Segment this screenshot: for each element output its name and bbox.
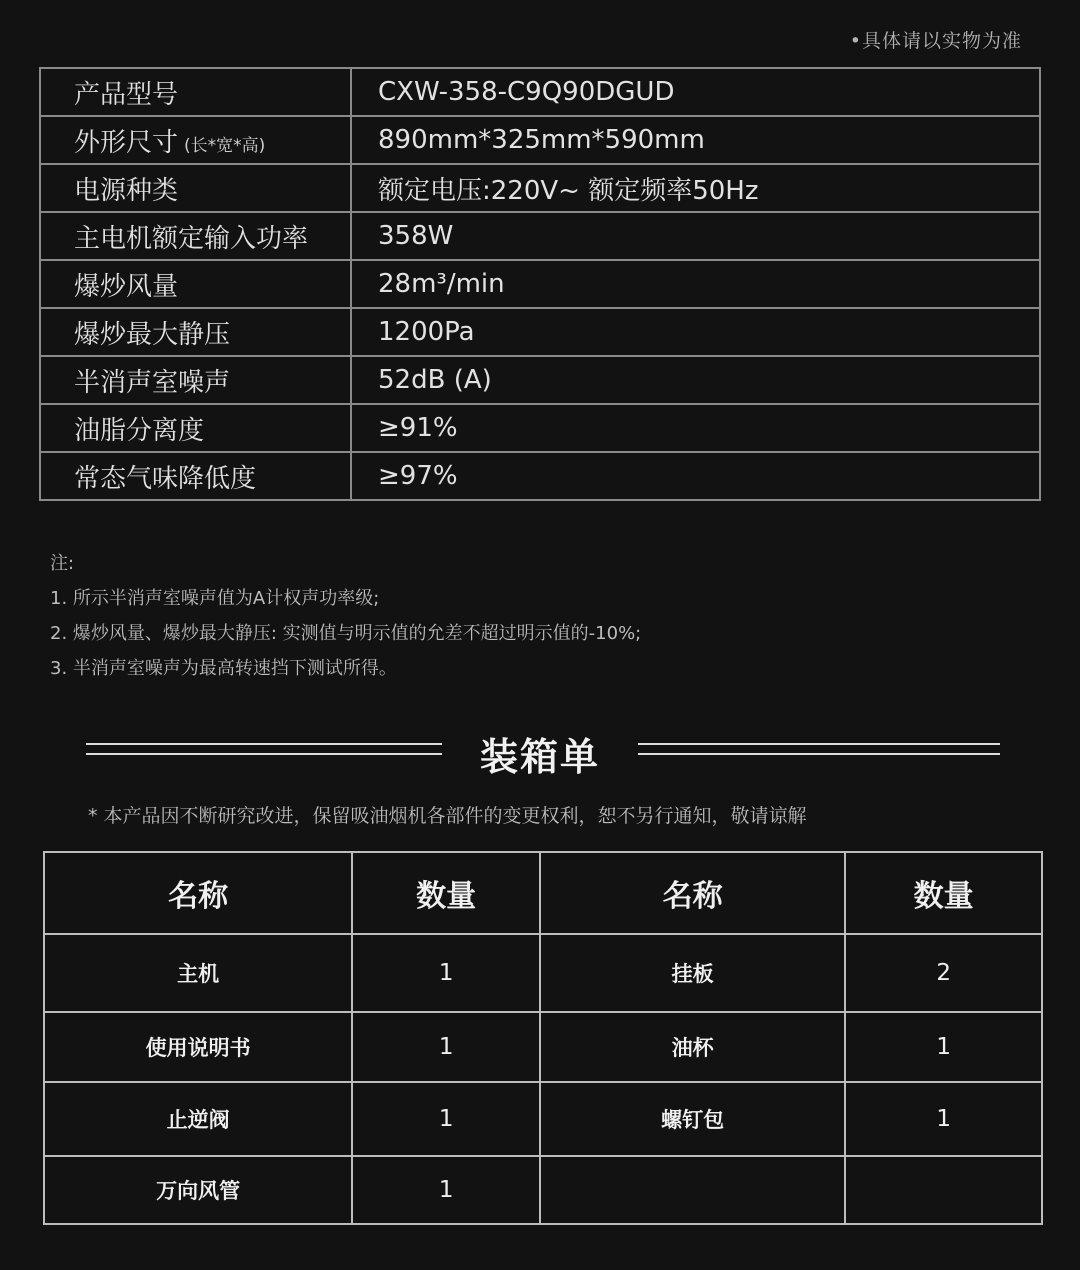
packing-header-row	[44, 852, 1042, 934]
item-name: 万向风管	[44, 1156, 352, 1224]
title-divider-right	[638, 743, 1000, 755]
spec-row	[40, 452, 1040, 500]
spec-label: 电源种类	[40, 164, 351, 212]
spec-row	[40, 116, 1040, 164]
spec-label: 爆炒最大静压	[40, 308, 351, 356]
note-line: 3. 半消声室噪声为最高转速挡下测试所得。	[50, 658, 397, 679]
table-row	[44, 934, 1042, 1012]
spec-label: 主电机额定输入功率	[40, 212, 351, 260]
spec-value: ≥97%	[351, 452, 1040, 500]
item-quantity: 1	[845, 1012, 1042, 1082]
table-row	[44, 1012, 1042, 1082]
item-quantity: 1	[352, 1012, 540, 1082]
header-quantity: 数量	[845, 852, 1042, 934]
item-quantity: 1	[845, 1082, 1042, 1156]
item-quantity: 1	[352, 1082, 540, 1156]
table-row	[44, 1156, 1042, 1224]
note-line: 2. 爆炒风量、爆炒最大静压: 实测值与明示值的允差不超过明示值的-10%;	[50, 623, 642, 644]
item-quantity	[845, 1156, 1042, 1224]
spec-value: 1200Pa	[351, 308, 1040, 356]
item-name: 止逆阀	[44, 1082, 352, 1156]
item-quantity: 2	[845, 934, 1042, 1012]
spec-row	[40, 260, 1040, 308]
notes	[50, 546, 641, 686]
item-quantity: 1	[352, 1156, 540, 1224]
spec-label: 油脂分离度	[40, 404, 351, 452]
spec-label: 常态气味降低度	[40, 452, 351, 500]
header-name: 名称	[44, 852, 352, 934]
item-name: 主机	[44, 934, 352, 1012]
note-line: 1. 所示半消声室噪声值为A计权声功率级;	[50, 588, 380, 609]
packing-note: * 本产品因不断研究改进，保留吸油烟机各部件的变更权利，恕不另行通知，敬请谅解	[88, 805, 807, 827]
spec-value: 890mm*325mm*590mm	[351, 116, 1040, 164]
spec-row	[40, 308, 1040, 356]
item-name: 使用说明书	[44, 1012, 352, 1082]
spec-row	[40, 404, 1040, 452]
spec-label: 外形尺寸 (长*宽*高)	[40, 116, 351, 164]
spec-value: 28m³/min	[351, 260, 1040, 308]
spec-table	[39, 67, 1041, 501]
item-name: 螺钉包	[540, 1082, 845, 1156]
disclaimer-top: •具体请以实物为准	[849, 30, 1022, 52]
spec-label: 产品型号	[40, 68, 351, 116]
spec-value: 52dB (A)	[351, 356, 1040, 404]
spec-row	[40, 212, 1040, 260]
packing-list-title: 装箱单	[479, 735, 600, 779]
spec-hint: (长*宽*高)	[184, 135, 266, 156]
spec-value: CXW-358-C9Q90DGUD	[351, 68, 1040, 116]
spec-value: 358W	[351, 212, 1040, 260]
spec-row	[40, 356, 1040, 404]
item-name: 挂板	[540, 934, 845, 1012]
spec-row	[40, 164, 1040, 212]
packing-table	[43, 851, 1043, 1225]
spec-row	[40, 68, 1040, 116]
spec-value: ≥91%	[351, 404, 1040, 452]
table-row	[44, 1082, 1042, 1156]
spec-label: 半消声室噪声	[40, 356, 351, 404]
header-name: 名称	[540, 852, 845, 934]
item-name: 油杯	[540, 1012, 845, 1082]
title-divider-left	[86, 743, 442, 755]
item-quantity: 1	[352, 934, 540, 1012]
spec-value: 额定电压:220V~ 额定频率50Hz	[351, 164, 1040, 212]
notes-heading: 注:	[50, 553, 75, 574]
spec-label: 爆炒风量	[40, 260, 351, 308]
item-name	[540, 1156, 845, 1224]
header-quantity: 数量	[352, 852, 540, 934]
